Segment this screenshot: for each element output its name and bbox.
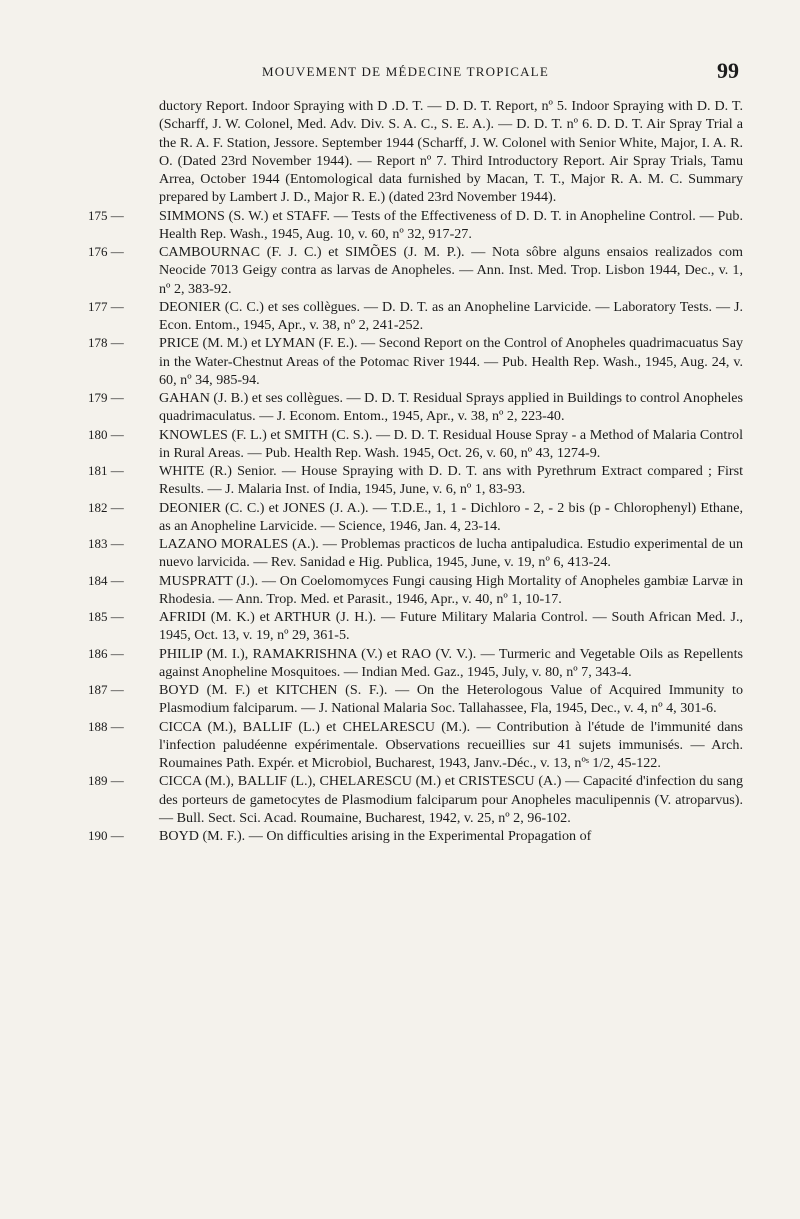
entry-text: AFRIDI (M. K.) et ARTHUR (J. H.). — Future Military Malaria Control. — South African Med. J., 1945, Oct. 13, v. 19, nº 29, 361-5. (159, 609, 743, 644)
entry-text: PRICE (M. M.) et LYMAN (F. E.). — Second Report on the Control of Anopheles quadrimacuatus Say in the Water-Chestnut Areas of the Potomac River 1944. — Pub. Health Rep. Wash., 1945, Aug. 24, v. 60, nº 34, 985-94. (159, 335, 743, 388)
entry-number: 185 — (88, 609, 124, 624)
entry-number: 176 — (88, 244, 124, 259)
entry-number: 183 — (88, 536, 124, 551)
continued-entry (88, 97, 743, 207)
entry-181 (88, 462, 743, 499)
entry-number: 189 — (88, 773, 124, 789)
entry-text: DEONIER (C. C.) et JONES (J. A.). — T.D.E., 1, 1 - Dichloro - 2, - 2 bis (p - Chlorophenyl) Ethane, as an Anopheline Larvicide. — Science, 1946, Jan. 4, 23-14. (159, 499, 743, 534)
entry-188 (88, 718, 743, 773)
entry-178 (88, 334, 743, 389)
entry-179 (88, 389, 743, 426)
entry-180 (88, 426, 743, 463)
entry-text: BOYD (M. F.) et KITCHEN (S. F.). — On the Heterologous Value of Acquired Immunity to Plasmodium falciparum. — J. National Malaria Soc. Tallahassee, Fla, 1945, Dec., v. 4, nº 4, 301-6. (159, 682, 743, 717)
entry-185 (88, 608, 743, 645)
page-number: 99 (717, 58, 739, 83)
entry-text: KNOWLES (F. L.) et SMITH (C. S.). — D. D. T. Residual House Spray - a Method of Malaria Control in Rural Areas. — Pub. Health Rep. Wash. 1945, Oct. 26, v. 60, nº 43, 1274-9. (159, 426, 743, 461)
entry-text: PHILIP (M. I.), RAMAKRISHNA (V.) et RAO (V. V.). — Turmeric and Vegetable Oils as Repellents against Anopheline Mosquitoes. — Indian Med. Gaz., 1945, July, v. 80, nº 7, 343-4. (159, 645, 743, 680)
entry-text: DEONIER (C. C.) et ses collègues. — D. D. T. as an Anopheline Larvicide. — Laboratory Tests. — J. Econ. Entom., 1945, Apr., v. 38, nº 2, 241-252. (159, 298, 743, 333)
entry-number: 175 — (88, 207, 124, 223)
entry-number: 188 — (88, 718, 124, 734)
bibliography-list (88, 97, 743, 845)
entry-186 (88, 645, 743, 682)
entry-number: 186 — (88, 645, 124, 661)
entry-text: WHITE (R.) Senior. — House Spraying with D. D. T. ans with Pyrethrum Extract compared ; First Results. — J. Malaria Inst. of India, 1945, June, v. 6, nº 1, 83-93. (159, 463, 743, 498)
page-header (0, 58, 800, 88)
entry-text: CAMBOURNAC (F. J. C.) et SIMÕES (J. M. P.). — Nota sôbre alguns ensaios realizados com Neocide 7013 Geigy contra as larvas de Anopheles. — Ann. Inst. Med. Trop. Lisbon 1944, Dec., v. 1, nº 2, 383-92. (159, 244, 743, 297)
entry-number: 190 — (88, 828, 124, 843)
entry-number: 180 — (88, 426, 124, 442)
entry-text: CICCA (M.), BALLIF (L.), CHELARESCU (M.) et CRISTESCU (A.) — Capacité d'infection du sang des porteurs de gametocytes de Plasmodium falciparum pour Anopheles maculipennis (V. atroparvus). — Bull. Sect. Sci. Acad. Roumaine, Bucharest, 1942, v. 25, nº 2, 96-102. (159, 773, 743, 826)
entry-text: MUSPRATT (J.). — On Coelomomyces Fungi causing High Mortality of Anopheles gambiæ Larvæ in Rhodesia. — Ann. Trop. Med. et Parasit., 1946, Apr., v. 40, nº 1, 10-17. (159, 572, 743, 607)
entry-182 (88, 499, 743, 536)
entry-number: 181 — (88, 463, 124, 478)
entry-177 (88, 298, 743, 335)
entry-number: 184 — (88, 572, 124, 588)
entry-text: CICCA (M.), BALLIF (L.) et CHELARESCU (M.). — Contribution à l'étude de l'immunité dans l'infection paludéenne expérimentale. Observations recueillies sur 41 sujets immunisés. — Arch. Roumaines Path. Expér. et Microbiol, Bucharest, 1943, Janv.-Déc., v. 13, nºˢ 1/2, 45-122. (159, 718, 743, 771)
entry-number: 182 — (88, 499, 124, 515)
entry-number: 179 — (88, 390, 124, 405)
entry-175 (88, 207, 743, 244)
entry-189 (88, 772, 743, 827)
entry-text: LAZANO MORALES (A.). — Problemas practicos de lucha antipaludica. Estudio experimental de un nuevo larvicida. — Rev. Sanidad e Hig. Publica, 1945, June, v. 19, nº 6, 413-24. (159, 536, 743, 571)
entry-text: GAHAN (J. B.) et ses collègues. — D. D. T. Residual Sprays applied in Buildings to control Anopheles quadrimaculatus. — J. Econom. Entom., 1945, Apr., v. 38, nº 2, 223-40. (159, 390, 743, 425)
entry-text: ductory Report. Indoor Spraying with D .D. T. — D. D. T. Report, nº 5. Indoor Spraying with D. D. T. (Scharff, J. W. Colonel, Med. Adv. Div. S. A. C., S. E. A.). — D. D. T. nº 6. D. D. T. Air Spray Trial a the R. A. F. Station, Jessore. September 1944 (Scharff, J. W. Colonel with Senior White, Major, I. A. R. O. (Dated 23rd November 1944). — Report nº 7. Third Introductory Report. Air Spray Trials, Tamu Arrea, October 1944 (Entomological data furnished by Macan, T. T., Major R. A. M. C. Summary prepared by Lambert J. D., Major R. E.) (dated 23rd November 1944). (159, 98, 743, 206)
entry-text: BOYD (M. F.). — On difficulties arising in the Experimental Propagation of (159, 828, 592, 844)
entry-187 (88, 681, 743, 718)
entry-text: SIMMONS (S. W.) et STAFF. — Tests of the Effectiveness of D. D. T. in Anopheline Control. — Pub. Health Rep. Wash., 1945, Aug. 10, v. 60, nº 32, 917-27. (159, 207, 743, 242)
entry-176 (88, 243, 743, 298)
entry-number: 187 — (88, 682, 124, 697)
entry-183 (88, 535, 743, 572)
entry-190 (88, 827, 743, 845)
entry-number: 177 — (88, 298, 124, 314)
entry-184 (88, 572, 743, 609)
entry-number: 178 — (88, 335, 124, 351)
running-title: MOUVEMENT DE MÉDECINE TROPICALE (262, 64, 549, 79)
